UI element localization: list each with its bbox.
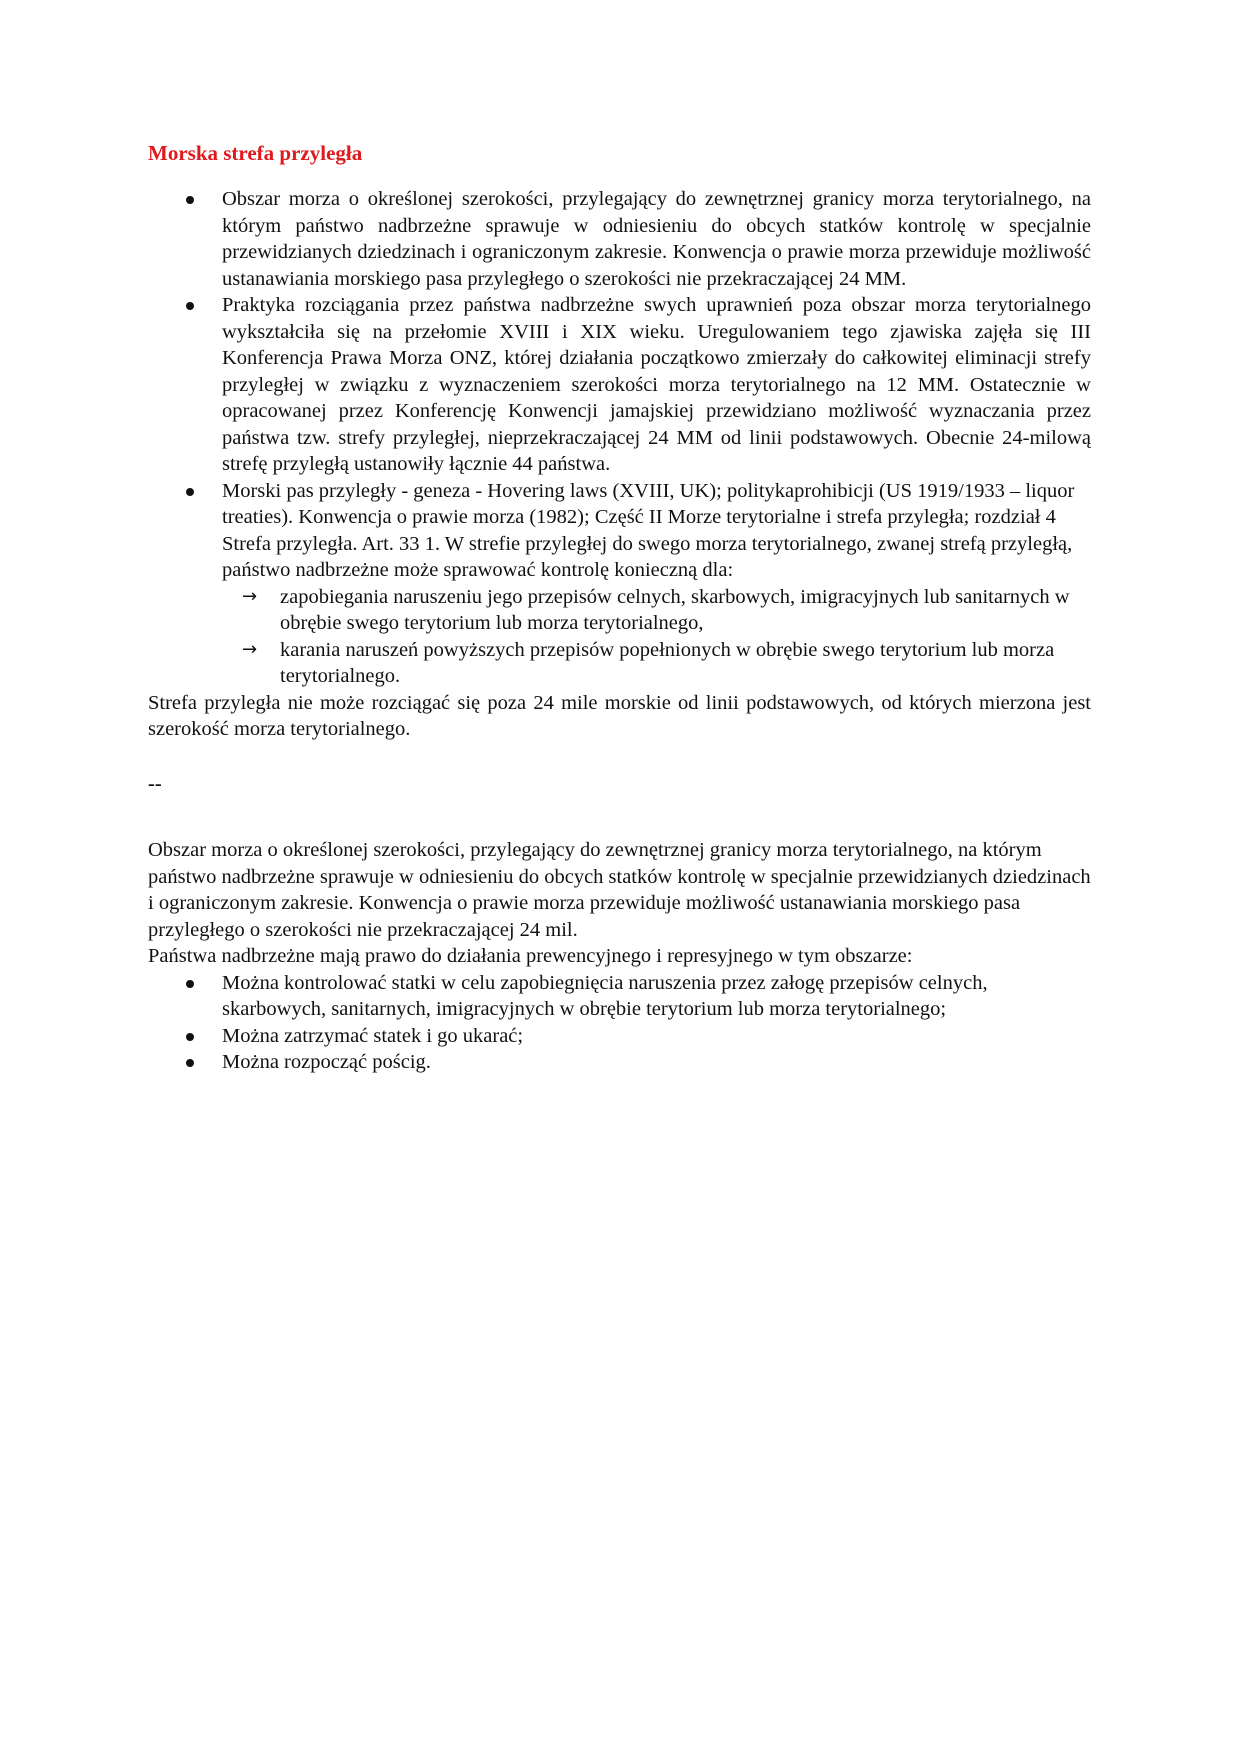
section2-bullet-list <box>148 970 1091 1076</box>
section2-rights: Państwa nadbrzeżne mają prawo do działania prewencyjnego i represyjnego w tym obszarze: <box>148 945 913 967</box>
bullet-text: Morski pas przyległy - geneza - Hovering laws (XVIII, UK); politykaprohibicji (US 1919/1933 – liquor treaties). Konwencja o prawie morza (1982); Część II Morze terytorialne i strefa przyległa; rozdział 4 Strefa przyległa. Art. 33 1. W strefie przyległej do swego morza terytorialnego, zwanej strefą przyległą, państwo nadbrzeżne może sprawować kontrolę konieczną dla: <box>222 479 1075 581</box>
bullet-text: Można zatrzymać statek i go ukarać; <box>222 1024 524 1047</box>
bullet-item <box>148 478 1091 690</box>
bullet-item <box>148 1023 1091 1050</box>
main-bullet-list <box>148 186 1091 690</box>
section-separator: -- <box>148 772 162 795</box>
bullet-item <box>148 970 1091 1023</box>
bullet-text: Obszar morza o określonej szerokości, przylegający do zewnętrznej granicy morza terytorialnego, na którym państwo nadbrzeżne sprawuje w odniesieniu do obcych statków kontrolę w specjalnie przewidzianych dziedzinach i ograniczonym zakresie. Konwencja o prawie morza przewiduje możliwość ustanawiania morskiego pasa przyległego o szerokości nie przekraczającej 24 MM. <box>222 188 1091 290</box>
bullet-icon <box>186 1033 194 1041</box>
sub-item-text: zapobiegania naruszeniu jego przepisów celnych, skarbowych, imigracyjnych lub sanitarnych w obrębie swego terytorium lub morza terytorialnego, <box>280 585 1070 634</box>
bullet-icon <box>186 302 194 310</box>
sub-item <box>222 637 1091 690</box>
bullet-text: Można kontrolować statki w celu zapobiegnięcia naruszenia przez załogę przepisów celnych, skarbowych, sanitarnych, imigracyjnych w obrębie terytorium lub morza terytorialnego; <box>222 971 988 1020</box>
bullet-item <box>148 186 1091 292</box>
bullet-text: Praktyka rozciągania przez państwa nadbrzeżne swych uprawnień poza obszar morza terytorialnego wykształciła się na przełomie XVIII i XIX wieku. Uregulowaniem tego zjawiska zajęła się III Konferencja Prawa Morza ONZ, której działania początkowo zmierzały do całkowitej eliminacji strefy przyległej w związku z wyznaczeniem szerokości morza terytorialnego na 12 MM. Ostatecznie w opracowanej przez Konferencję Konwencji jamajskiej przewidziano możliwość wyznaczania przez państwa tzw. strefy przyległej, nieprzekraczającej 24 MM od linii podstawowych. Obecnie 24-milową strefę przyległą ustanowiły łącznie 44 państwa. <box>222 294 1091 475</box>
sub-item-text: karania naruszeń powyższych przepisów popełnionych w obrębie swego terytorium lub morza terytorialnego. <box>280 638 1055 687</box>
second-section <box>148 837 1091 1076</box>
arrow-right-icon: → <box>242 638 258 660</box>
arrow-right-icon: → <box>242 585 258 607</box>
closing-paragraph: Strefa przyległa nie może rozciągać się poza 24 mile morskie od linii podstawowych, od których mierzona jest szerokość morza terytorialnego. <box>148 691 1091 740</box>
bullet-icon <box>186 1059 194 1067</box>
sub-item <box>222 584 1091 637</box>
document-title: Morska strefa przyległa <box>148 141 363 165</box>
bullet-item <box>148 292 1091 478</box>
bullet-item <box>148 1049 1091 1076</box>
sub-item-list <box>222 584 1091 690</box>
bullet-text: Można rozpocząć pościg. <box>222 1051 431 1073</box>
document-page <box>148 140 1091 1076</box>
bullet-icon <box>186 488 194 496</box>
section2-paragraph: Obszar morza o określonej szerokości, przylegający do zewnętrznej granicy morza terytorialnego, na którym państwo nadbrzeżne sprawuje w odniesieniu do obcych statków kontrolę w specjalnie przewidzianych dziedzinach i ograniczonym zakresie. Konwencja o prawie morza przewiduje możliwość ustanawiania morskiego pasa przyległego o szerokości nie przekraczającej 24 mil. <box>148 839 1091 941</box>
bullet-icon <box>186 980 194 988</box>
bullet-icon <box>186 196 194 204</box>
